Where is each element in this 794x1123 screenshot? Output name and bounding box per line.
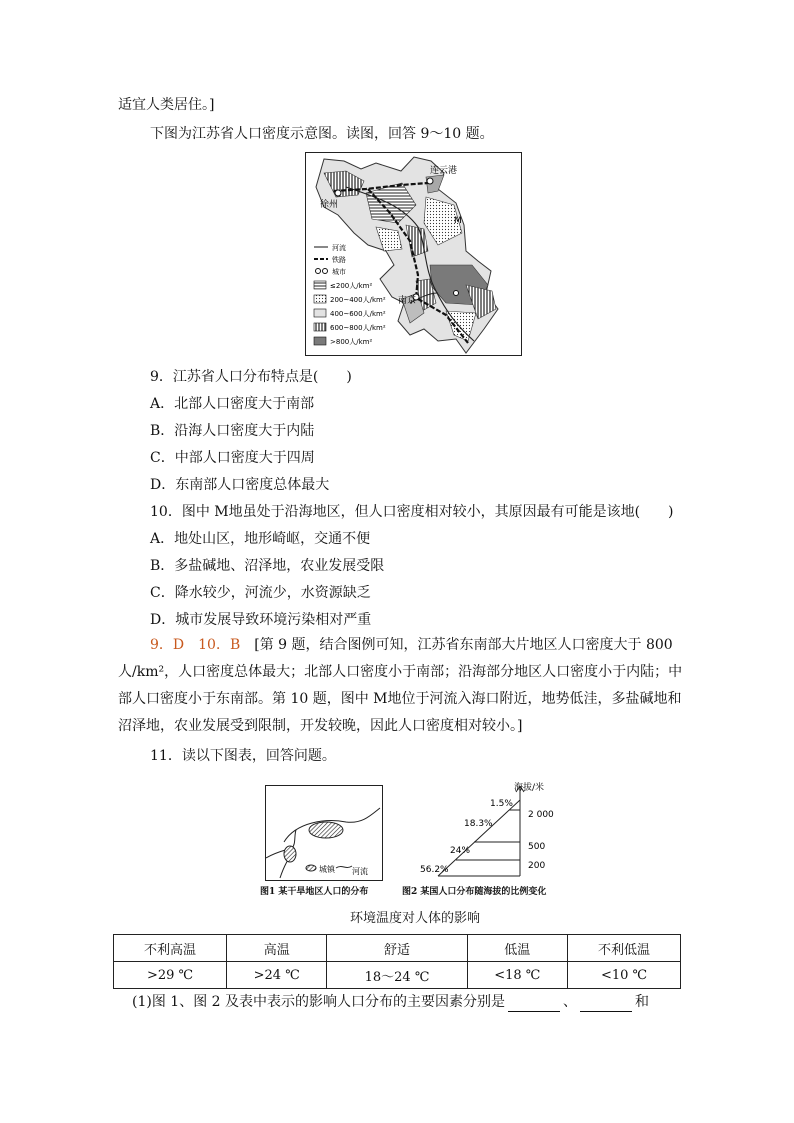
fig2-altitude-chart [418, 780, 568, 880]
svg-text:200: 200 [528, 861, 546, 871]
table-row [114, 962, 681, 989]
fig1-caption: 图1 某干旱地区人口的分布 [260, 887, 369, 897]
q11-sub1 [132, 992, 649, 1012]
answer-text: [第 9 题，结合图例可知，江苏省东南部大片地区人口密度大于 800 人/km²，人口密度总体最大；北部人口密度小于南部；沿海部分地区人口密度小于内陆；中部人口密度小于东南部。第 10 题，图中 M地位于河流入海口附近，地势低洼，多盐碱地和沼泽地，农业发展受到限制，开发较晚，因此人口密度相对较小。] [118, 637, 683, 734]
svg-text:铁路: 铁路 [332, 256, 346, 264]
svg-text:城市: 城市 [332, 268, 346, 276]
answer-blank[interactable] [508, 997, 560, 1012]
q10-option-a: A．地处山区，地形崎岖，交通不便 [150, 531, 371, 547]
svg-text:2 000: 2 000 [528, 810, 554, 820]
table-cell: <18 ℃ [467, 962, 567, 989]
table-header-cell: 不利高温 [114, 935, 227, 962]
table-cell: 18～24 ℃ [327, 962, 467, 989]
section-intro: 下图为江苏省人口密度示意图。读图，回答 9～10 题。 [150, 126, 494, 142]
town-area [284, 846, 296, 862]
svg-text:24%: 24% [450, 846, 471, 856]
svg-text:城镇: 城镇 [319, 865, 335, 874]
map-legend [314, 243, 386, 346]
table-cell: <10 ℃ [567, 962, 680, 989]
answer-blank[interactable] [580, 997, 632, 1012]
svg-text:200~400人/km²: 200~400人/km² [330, 296, 386, 304]
table-header-cell: 舒适 [327, 935, 467, 962]
svg-text:海拔/米: 海拔/米 [514, 783, 545, 793]
q11-sub1-end: 和 [635, 994, 649, 1010]
table-cell: >29 ℃ [114, 962, 227, 989]
q11-stem: 11．读以下图表，回答问题。 [150, 748, 336, 764]
q10-option-d: D．城市发展导致环境污染相对严重 [150, 612, 372, 628]
svg-text:56.2%: 56.2% [420, 865, 449, 875]
q9-option-a: A．北部人口密度大于南部 [150, 396, 315, 412]
q10-option-c: C．降水较少，河流少，水资源缺乏 [150, 585, 371, 601]
table-header-cell: 低温 [467, 935, 567, 962]
temperature-table [113, 934, 681, 989]
table-header-cell: 不利低温 [567, 935, 680, 962]
fig2-caption: 图2 某国人口分布随海拔的比例变化 [402, 887, 547, 897]
table-title: 环境温度对人体的影响 [350, 911, 481, 926]
table-header-cell: 高温 [227, 935, 327, 962]
q9-option-d: D．东南部人口密度总体最大 [150, 477, 330, 493]
q10-stem: 10．图中 M地虽处于沿海地区，但人口密度相对较小，其原因最有可能是该地( ) [150, 504, 674, 520]
q11-sub1-prefix: (1)图 1、图 2 及表中表示的影响人口分布的主要因素分别是 [132, 994, 505, 1010]
q11-sub1-sep: 、 [563, 994, 577, 1010]
svg-text:18.3%: 18.3% [464, 819, 493, 829]
svg-text:600~800人/km²: 600~800人/km² [330, 324, 386, 332]
city-label: 连云港 [430, 166, 458, 176]
svg-text:1.5%: 1.5% [490, 799, 513, 809]
city-marker [335, 190, 341, 196]
city-marker [427, 178, 433, 184]
city-label: 南京 [398, 296, 417, 306]
m-label: M [454, 216, 462, 226]
answer-explanation [118, 632, 683, 740]
svg-text:500: 500 [528, 842, 546, 852]
intro-tail: 适宜人类居住。] [118, 97, 215, 113]
city-label: 徐州 [320, 200, 339, 210]
q9-option-b: B．沿海人口密度大于内陆 [150, 423, 315, 439]
table-header-row [114, 935, 681, 962]
town-area [309, 822, 343, 838]
fig1-arid-region [265, 785, 383, 881]
svg-text:>800人/km²: >800人/km² [330, 338, 373, 346]
q9-stem: 9．江苏省人口分布特点是( ) [150, 369, 352, 385]
answer-keys: 9．D 10．B [150, 637, 241, 653]
table-cell: >24 ℃ [227, 962, 327, 989]
svg-text:河流: 河流 [352, 867, 368, 876]
svg-text:河流: 河流 [332, 244, 346, 252]
q10-option-b: B．多盐碱地、沼泽地，农业发展受限 [150, 558, 385, 574]
svg-text:≤200人/km²: ≤200人/km² [330, 282, 373, 290]
jiangsu-density-map [305, 152, 522, 356]
svg-text:400~600人/km²: 400~600人/km² [330, 310, 386, 318]
q9-option-c: C．中部人口密度大于四周 [150, 450, 315, 466]
